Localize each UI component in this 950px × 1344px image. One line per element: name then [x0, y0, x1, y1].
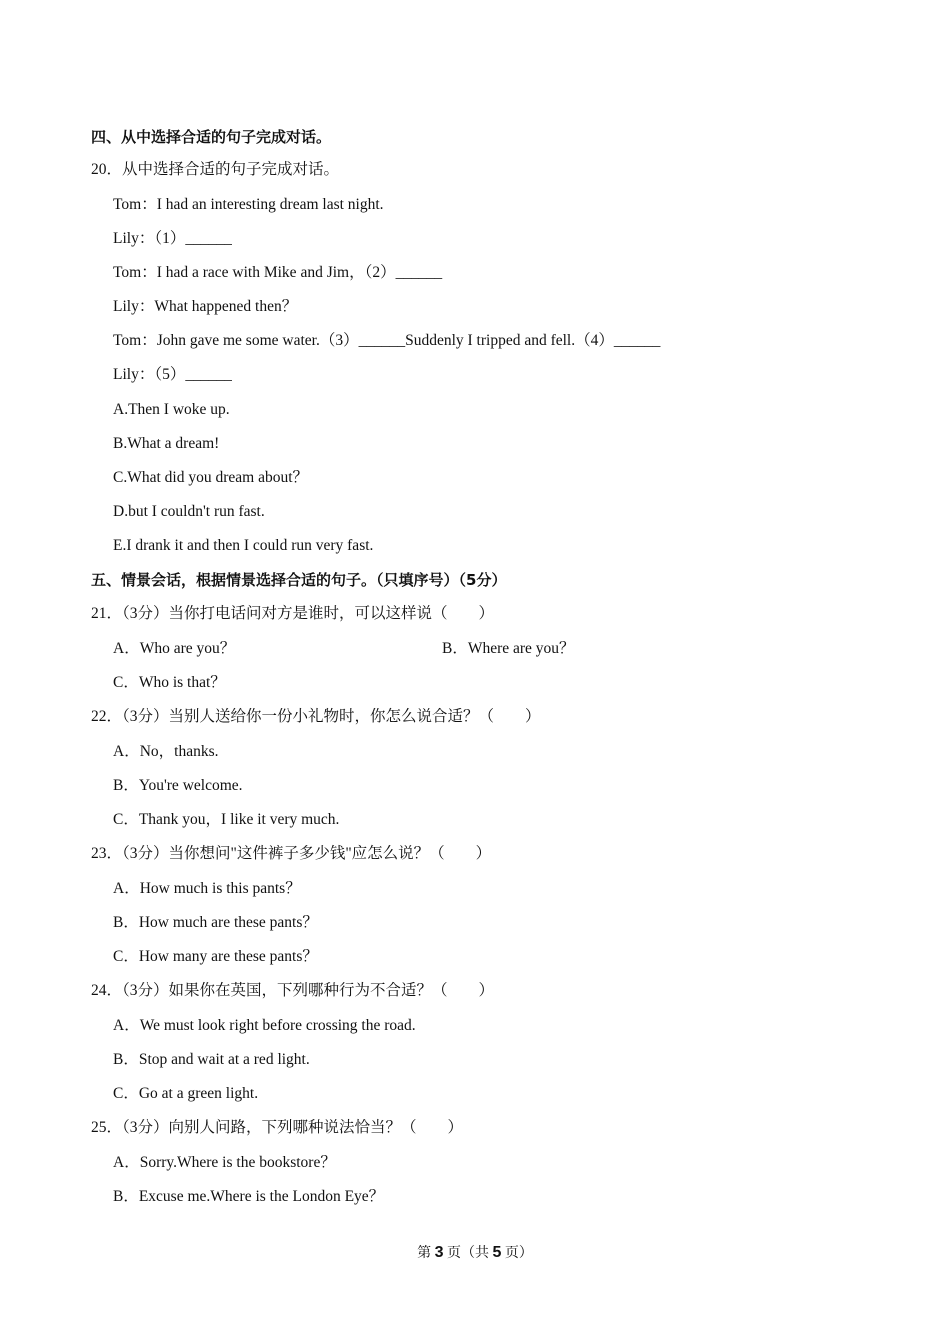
option-b: B.What a dream!: [113, 435, 220, 452]
section-4-heading: 四、从中选择合适的句子完成对话。: [91, 128, 332, 146]
dialogue-line: Lily：（5）______: [113, 366, 232, 383]
option-a: A．No，thanks.: [113, 743, 219, 760]
option-b: B．Where are you？: [442, 640, 575, 657]
option-b: B．Stop and wait at a red light.: [113, 1051, 310, 1068]
option-c: C．Who is that？: [113, 674, 226, 691]
dialogue-line: Lily：What happened then？: [113, 298, 298, 315]
option-a: A.Then I woke up.: [113, 401, 230, 418]
option-c: C.What did you dream about？: [113, 469, 308, 486]
footer-suffix: 页）: [501, 1246, 533, 1261]
question-25-prompt: 25．（3分）向别人问路，下列哪种说法恰当？（ ）: [91, 1119, 464, 1136]
dialogue-line: Lily：（1）______: [113, 230, 232, 247]
option-a: A．Sorry.Where is the bookstore？: [113, 1154, 336, 1171]
dialogue-line: Tom：I had an interesting dream last night.: [113, 196, 384, 213]
option-a: A．How much is this pants？: [113, 880, 301, 897]
option-d: D.but I couldn't run fast.: [113, 503, 265, 520]
option-b: B．Excuse me.Where is the London Eye？: [113, 1188, 385, 1205]
question-23-prompt: 23．（3分）当你想问"这件裤子多少钱"应怎么说？（ ）: [91, 845, 492, 862]
option-c: C．Go at a green light.: [113, 1085, 259, 1102]
question-20-prompt: 20．从中选择合适的句子完成对话。: [91, 161, 340, 178]
option-a: A．We must look right before crossing the road.: [113, 1017, 416, 1034]
question-24-prompt: 24．（3分）如果你在英国，下列哪种行为不合适？（ ）: [91, 982, 495, 999]
section-5-heading: 五、情景会话，根据情景选择合适的句子。（只填序号）（5分）: [91, 571, 507, 589]
option-b: B．How much are these pants？: [113, 914, 318, 931]
page-number: 3: [434, 1244, 444, 1261]
page-footer: [0, 1243, 950, 1264]
footer-middle: 页（共: [443, 1246, 493, 1261]
option-c: C．Thank you，I like it very much.: [113, 811, 340, 828]
footer-prefix: 第: [417, 1246, 435, 1261]
question-21-prompt: 21．（3分）当你打电话问对方是谁时，可以这样说（ ）: [91, 605, 495, 622]
page-total: 5: [492, 1244, 502, 1261]
option-b: B．You're welcome.: [113, 777, 243, 794]
option-a: A．Who are you？: [113, 640, 236, 657]
option-c: C．How many are these pants？: [113, 948, 318, 965]
option-e: E.I drank it and then I could run very fast.: [113, 537, 374, 554]
dialogue-line: Tom：I had a race with Mike and Jim，（2）______: [113, 264, 443, 281]
dialogue-line: Tom：John gave me some water.（3）______Suddenly I tripped and fell.（4）______: [113, 332, 661, 349]
question-22-prompt: 22．（3分）当别人送给你一份小礼物时，你怎么说合适？（ ）: [91, 708, 541, 725]
